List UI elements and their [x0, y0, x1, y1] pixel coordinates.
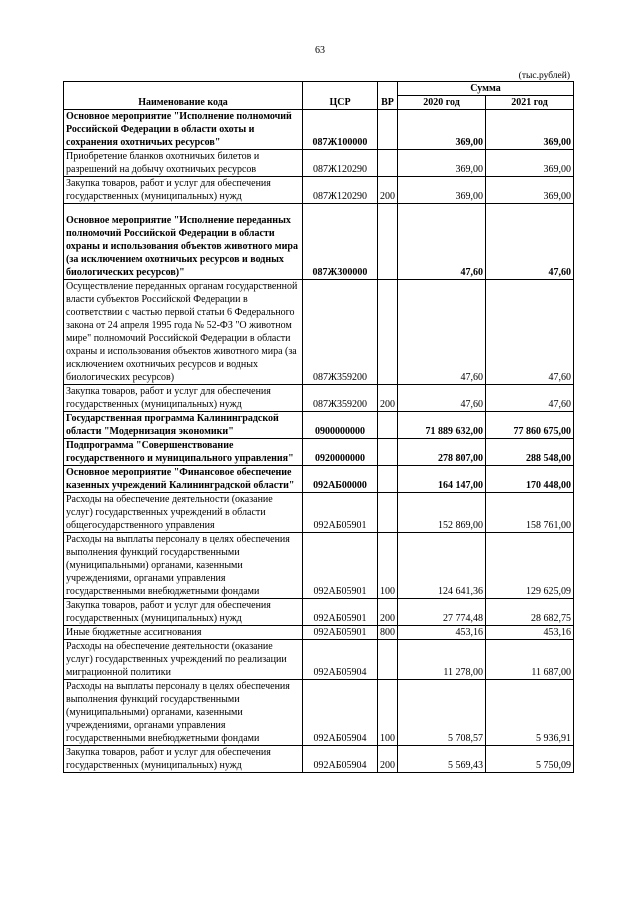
row-code: 087Ж120290	[303, 177, 378, 204]
table-row	[64, 439, 574, 466]
table-body	[64, 110, 574, 773]
header-name: Наименование кода	[64, 82, 303, 110]
row-name: Закупка товаров, работ и услуг для обеспечения государственных (муниципальных) нужд	[64, 746, 303, 773]
table-row	[64, 533, 574, 599]
row-code: 087Ж120290	[303, 150, 378, 177]
row-value-2020: 11 278,00	[398, 640, 486, 680]
row-name: Расходы на выплаты персоналу в целях обеспечения выполнения функций государственными (муниципальными) органами, казенными учреждениями, органами управления государственными внебюджетными фондами	[64, 533, 303, 599]
row-value-2020: 164 147,00	[398, 466, 486, 493]
row-code: 087Ж300000	[303, 204, 378, 280]
table-row	[64, 599, 574, 626]
row-value-2021: 28 682,75	[486, 599, 574, 626]
row-value-2021: 47,60	[486, 280, 574, 385]
row-vr	[378, 150, 398, 177]
row-value-2021: 5 750,09	[486, 746, 574, 773]
row-value-2021: 5 936,91	[486, 680, 574, 746]
row-vr: 100	[378, 680, 398, 746]
row-code: 092АБ05901	[303, 493, 378, 533]
header-2021: 2021 год	[486, 96, 574, 110]
units-label: (тыс.рублей)	[518, 71, 570, 81]
row-vr	[378, 640, 398, 680]
row-value-2020: 369,00	[398, 150, 486, 177]
table-row	[64, 626, 574, 640]
table-row	[64, 680, 574, 746]
table-row	[64, 385, 574, 412]
table-row	[64, 493, 574, 533]
header-2020: 2020 год	[398, 96, 486, 110]
row-vr	[378, 412, 398, 439]
row-vr	[378, 493, 398, 533]
row-value-2021: 369,00	[486, 110, 574, 150]
row-code: 092АБ05901	[303, 626, 378, 640]
row-code: 092АБ05904	[303, 640, 378, 680]
row-vr: 800	[378, 626, 398, 640]
row-code: 087Ж359200	[303, 385, 378, 412]
row-value-2020: 5 708,57	[398, 680, 486, 746]
row-code: 092АБ05904	[303, 746, 378, 773]
table-row	[64, 204, 574, 280]
header-sum: Сумма	[398, 82, 574, 96]
row-value-2021: 129 625,09	[486, 533, 574, 599]
row-code: 087Ж359200	[303, 280, 378, 385]
page-number: 63	[315, 45, 325, 56]
row-name: Расходы на обеспечение деятельности (оказание услуг) государственных учреждений в области общегосударственного управления	[64, 493, 303, 533]
row-code: 092АБ05901	[303, 533, 378, 599]
row-code: 092АБ05904	[303, 680, 378, 746]
row-vr	[378, 110, 398, 150]
row-value-2021: 288 548,00	[486, 439, 574, 466]
row-value-2020: 278 807,00	[398, 439, 486, 466]
row-vr: 200	[378, 177, 398, 204]
row-name: Приобретение бланков охотничьих билетов и разрешений на добычу охотничьих ресурсов	[64, 150, 303, 177]
row-value-2020: 27 774,48	[398, 599, 486, 626]
row-value-2020: 5 569,43	[398, 746, 486, 773]
row-value-2021: 47,60	[486, 385, 574, 412]
row-value-2021: 158 761,00	[486, 493, 574, 533]
row-value-2021: 11 687,00	[486, 640, 574, 680]
row-code: 087Ж100000	[303, 110, 378, 150]
row-value-2020: 453,16	[398, 626, 486, 640]
row-value-2021: 170 448,00	[486, 466, 574, 493]
row-value-2021: 47,60	[486, 204, 574, 280]
row-value-2020: 152 869,00	[398, 493, 486, 533]
row-vr	[378, 204, 398, 280]
row-name: Подпрограмма "Совершенствование государственного и муниципального управления"	[64, 439, 303, 466]
row-value-2021: 77 860 675,00	[486, 412, 574, 439]
row-value-2021: 369,00	[486, 150, 574, 177]
row-vr: 200	[378, 385, 398, 412]
row-code: 092АБ05901	[303, 599, 378, 626]
header-vr: ВР	[378, 82, 398, 110]
row-code: 092АБ00000	[303, 466, 378, 493]
table-header	[64, 82, 574, 110]
row-name: Расходы на обеспечение деятельности (оказание услуг) государственных учреждений по реализации миграционной политики	[64, 640, 303, 680]
table-row	[64, 110, 574, 150]
table-row	[64, 280, 574, 385]
row-name: Основное мероприятие "Финансовое обеспечение казенных учреждений Калининградской области"	[64, 466, 303, 493]
row-value-2021: 369,00	[486, 177, 574, 204]
row-value-2020: 47,60	[398, 280, 486, 385]
row-name: Иные бюджетные ассигнования	[64, 626, 303, 640]
row-value-2020: 369,00	[398, 177, 486, 204]
row-name: Осуществление переданных органам государственной власти субъектов Российской Федерации в соответствии с частью первой статьи 6 Федерального закона от 24 апреля 1995 года № 52-ФЗ "О животном мире" полномочий Российской Федерации в области охраны и использования объектов животного мира (за исключением охотничьих ресурсов и водных биологических ресурсов)	[64, 280, 303, 385]
row-value-2020: 47,60	[398, 385, 486, 412]
row-code: 0920000000	[303, 439, 378, 466]
table-row	[64, 466, 574, 493]
table-row	[64, 150, 574, 177]
row-vr: 100	[378, 533, 398, 599]
row-vr	[378, 439, 398, 466]
row-name: Государственная программа Калининградской области "Модернизация экономики"	[64, 412, 303, 439]
table-row	[64, 640, 574, 680]
row-vr: 200	[378, 599, 398, 626]
row-value-2020: 47,60	[398, 204, 486, 280]
row-code: 0900000000	[303, 412, 378, 439]
table-row	[64, 177, 574, 204]
row-vr	[378, 466, 398, 493]
row-vr: 200	[378, 746, 398, 773]
row-name: Расходы на выплаты персоналу в целях обеспечения выполнения функций государственными (муниципальными) органами, казенными учреждениями, органами управления государственными внебюджетными фондами	[64, 680, 303, 746]
row-name: Закупка товаров, работ и услуг для обеспечения государственных (муниципальных) нужд	[64, 385, 303, 412]
row-value-2020: 369,00	[398, 110, 486, 150]
header-csr: ЦСР	[303, 82, 378, 110]
row-name: Основное мероприятие "Исполнение полномочий Российской Федерации в области охоты и сохранения охотничьих ресурсов"	[64, 110, 303, 150]
row-name: Закупка товаров, работ и услуг для обеспечения государственных (муниципальных) нужд	[64, 177, 303, 204]
table-row	[64, 746, 574, 773]
row-value-2021: 453,16	[486, 626, 574, 640]
row-name: Основное мероприятие "Исполнение переданных полномочий Российской Федерации в области охраны и использования объектов животного мира (за исключением охотничьих ресурсов и водных биологических ресурсов)"	[64, 204, 303, 280]
row-name: Закупка товаров, работ и услуг для обеспечения государственных (муниципальных) нужд	[64, 599, 303, 626]
row-value-2020: 124 641,36	[398, 533, 486, 599]
row-value-2020: 71 889 632,00	[398, 412, 486, 439]
budget-table	[63, 81, 574, 773]
table-row	[64, 412, 574, 439]
row-vr	[378, 280, 398, 385]
